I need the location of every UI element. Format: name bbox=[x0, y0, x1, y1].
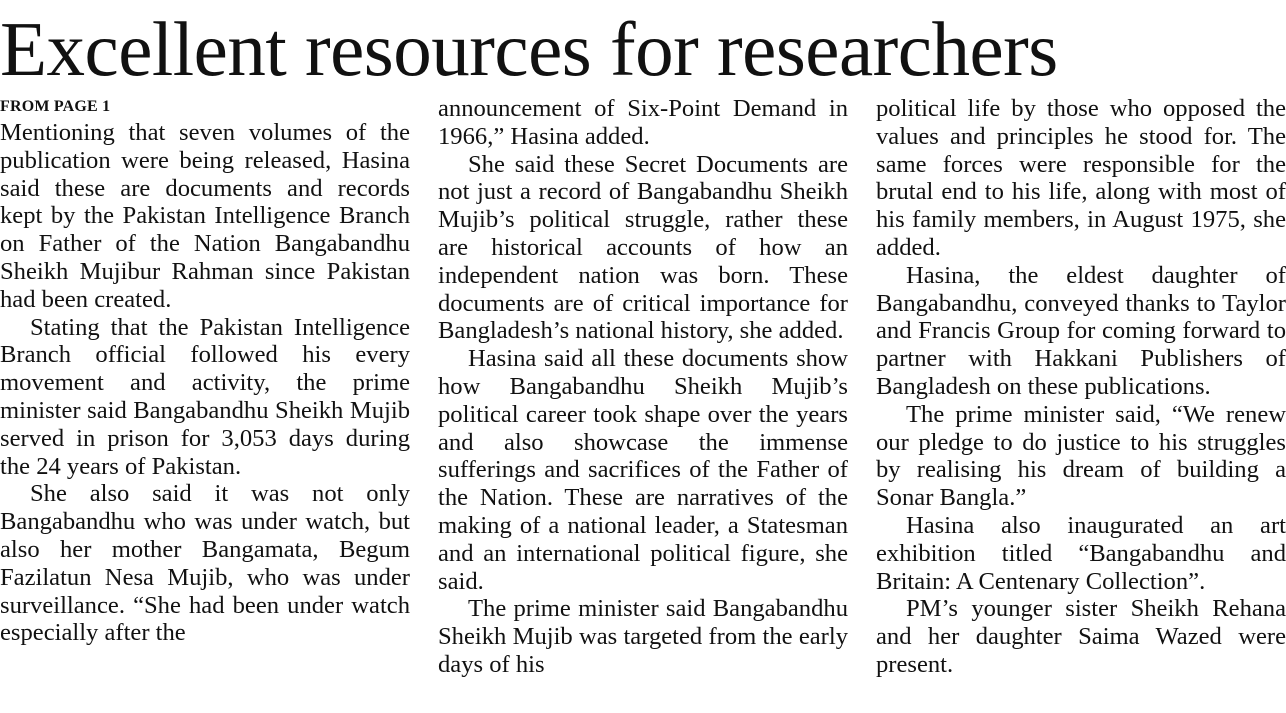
body-paragraph: Hasina, the eldest daughter of Bangabandhu, conveyed thanks to Taylor and Francis Group for coming forward to partner with Hakkani Publishers of Bangladesh on these publications. bbox=[876, 261, 1286, 400]
body-paragraph: Stating that the Pakistan Intelligence Branch official followed his every movement and activity, the prime minister said Bangabandhu Sheikh Mujib served in prison for 3,053 days during the 24 years of Pakistan. bbox=[0, 313, 410, 480]
body-paragraph-continued: announcement of Six-Point Demand in 1966,” Hasina added. bbox=[438, 95, 848, 150]
continuation-kicker: FROM PAGE 1 bbox=[0, 98, 111, 115]
body-paragraph: The prime minister said, “We renew our pledge to do justice to his struggles by realising his dream of building a Sonar Bangla.” bbox=[876, 400, 1286, 512]
body-paragraph-continued: political life by those who opposed the values and principles he stood for. The same forces were responsible for the brutal end to his life, along with most of his family members, in August 1975, she added. bbox=[876, 95, 1286, 261]
article-headline: Excellent resources for researchers bbox=[0, 6, 1058, 92]
article-column-3 bbox=[876, 95, 1286, 679]
body-paragraph: She also said it was not only Bangabandhu who was under watch, but also her mother Bangamata, Begum Fazilatun Nesa Mujib, who was under surveillance. “She had been under watch especially after the bbox=[0, 480, 410, 647]
article-column-1 bbox=[0, 95, 410, 647]
body-paragraph: Hasina said all these documents show how Bangabandhu Sheikh Mujib’s political career took shape over the years and also showcase the immense sufferings and sacrifices of the Father of the Nation. These are narratives of the making of a national leader, a Statesman and an international political figure, she said. bbox=[438, 345, 848, 595]
body-paragraph: Hasina also inaugurated an art exhibition titled “Bangabandhu and Britain: A Centenary Collection”. bbox=[876, 511, 1286, 595]
body-paragraph: Mentioning that seven volumes of the publication were being released, Hasina said these are documents and records kept by the Pakistan Intelligence Branch on Father of the Nation Bangabandhu Sheikh Mujibur Rahman since Pakistan had been created. bbox=[0, 119, 410, 313]
body-paragraph: The prime minister said Bangabandhu Sheikh Mujib was targeted from the early days of his bbox=[438, 595, 848, 678]
body-paragraph: PM’s younger sister Sheikh Rehana and her daughter Saima Wazed were present. bbox=[876, 595, 1286, 678]
article-column-2 bbox=[438, 95, 848, 679]
body-paragraph: She said these Secret Documents are not just a record of Bangabandhu Sheikh Mujib’s political struggle, rather these are historical accounts of how an independent nation was born. These documents are of critical importance for Bangladesh’s national history, she added. bbox=[438, 150, 848, 345]
